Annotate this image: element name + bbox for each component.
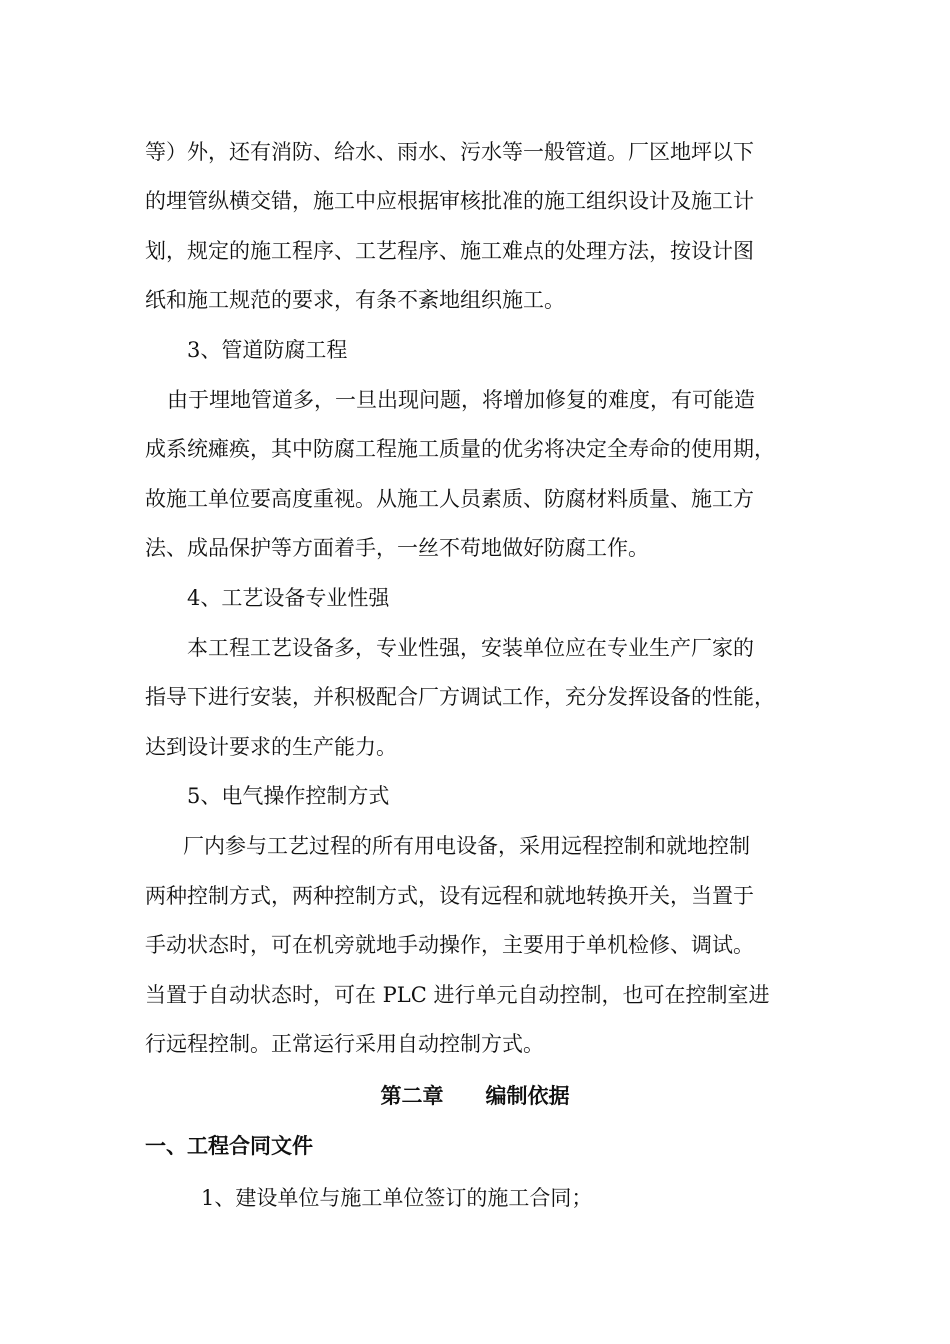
subheading-5: 5、电气操作控制方式: [187, 784, 390, 808]
paragraph-line: 划，规定的施工程序、工艺程序、施工难点的处理方法，按设计图: [145, 239, 754, 263]
paragraph-line: 行远程控制。正常运行采用自动控制方式。: [145, 1032, 544, 1056]
section-title: 一、工程合同文件: [145, 1134, 313, 1158]
paragraph-line: 法、成品保护等方面着手，一丝不苟地做好防腐工作。: [145, 536, 649, 560]
paragraph-line: 纸和施工规范的要求，有条不紊地组织施工。: [145, 288, 565, 312]
paragraph-line: 由于埋地管道多，一旦出现问题，将增加修复的难度，有可能造: [167, 388, 755, 412]
paragraph-line: 手动状态时，可在机旁就地手动操作，主要用于单机检修、调试。: [145, 933, 754, 957]
paragraph-line: 两种控制方式，两种控制方式，设有远程和就地转换开关，当置于: [145, 884, 754, 908]
paragraph-line: 指导下进行安装，并积极配合厂方调试工作，充分发挥设备的性能，: [145, 685, 775, 709]
paragraph-line: 的埋管纵横交错，施工中应根据审核批准的施工组织设计及施工计: [145, 189, 754, 213]
subheading-3: 3、管道防腐工程: [187, 338, 348, 362]
paragraph-line: 等）外，还有消防、给水、雨水、污水等一般管道。厂区地坪以下: [145, 140, 754, 164]
subheading-4: 4、工艺设备专业性强: [187, 586, 390, 610]
paragraph-line: 成系统瘫痪，其中防腐工程施工质量的优劣将决定全寿命的使用期，: [145, 437, 775, 461]
list-item: 1、建设单位与施工单位签订的施工合同；: [201, 1186, 593, 1210]
paragraph-line: 本工程工艺设备多，专业性强，安装单位应在专业生产厂家的: [187, 636, 754, 660]
chapter-title: 第二章 编制依据: [380, 1084, 570, 1108]
paragraph-line: 故施工单位要高度重视。从施工人员素质、防腐材料质量、施工方: [145, 487, 754, 511]
paragraph-line: 厂内参与工艺过程的所有用电设备，采用远程控制和就地控制: [183, 834, 750, 858]
paragraph-line: 当置于自动状态时，可在 PLC 进行单元自动控制，也可在控制室进: [145, 983, 770, 1007]
paragraph-line: 达到设计要求的生产能力。: [145, 735, 397, 759]
